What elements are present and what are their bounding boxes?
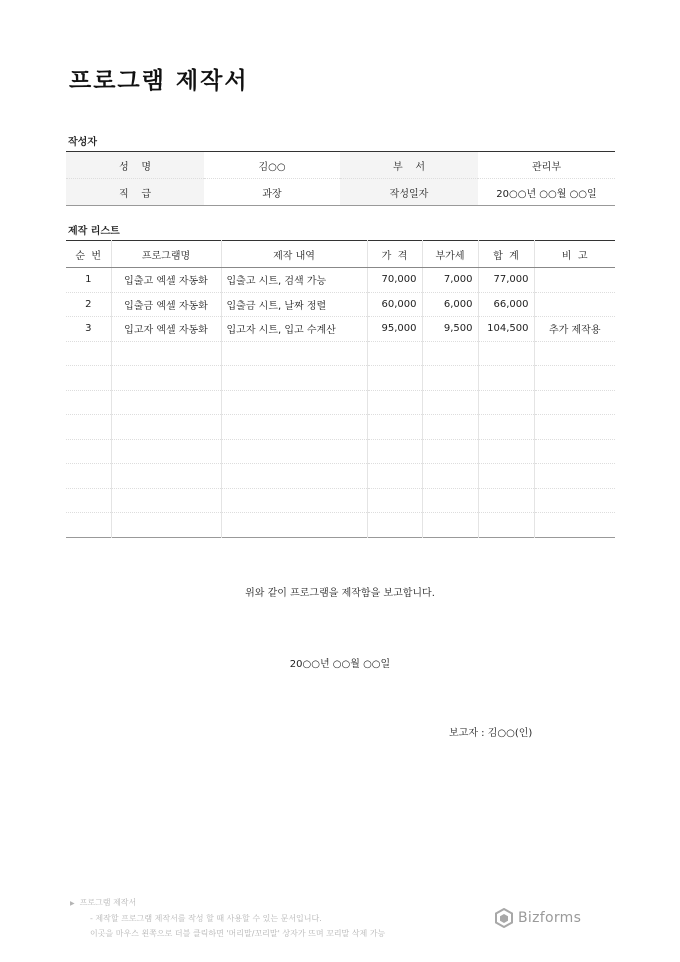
reporter-signature[interactable]: 보고자 : 김○○(인) (449, 728, 533, 739)
department-label: 부 서 (340, 152, 478, 179)
table-row (66, 464, 615, 489)
list-section-label: 제작 리스트 (68, 226, 120, 237)
triangle-bullet-icon: ▶ (70, 900, 75, 907)
cell-price[interactable] (367, 415, 422, 440)
header-note: 비 고 (534, 241, 615, 268)
cell-no[interactable] (66, 415, 111, 440)
table-row (66, 488, 615, 513)
table-body (66, 268, 615, 538)
report-statement: 위와 같이 프로그램을 제작함을 보고합니다. (245, 588, 435, 599)
cell-no[interactable]: 3 (66, 317, 111, 342)
cell-detail[interactable]: 입출금 시트, 날짜 정렬 (221, 292, 367, 317)
cell-note[interactable] (534, 415, 615, 440)
cell-detail[interactable]: 입출고 시트, 검색 가능 (221, 268, 367, 293)
author-row (66, 179, 615, 206)
footer-line-2: 이곳을 마우스 왼쪽으로 더블 클릭하면 '머리말/꼬리말' 상자가 뜨며 꼬리말 삭제 가능 (90, 929, 386, 938)
cell-detail[interactable] (221, 341, 367, 366)
cell-total[interactable] (478, 341, 534, 366)
cell-detail[interactable] (221, 488, 367, 513)
cell-program-name[interactable] (111, 366, 221, 391)
date-written-value[interactable]: 20○○년 ○○월 ○○일 (496, 188, 597, 200)
cell-note[interactable] (534, 341, 615, 366)
brand-name: Bizforms (518, 910, 582, 926)
cell-total[interactable] (478, 415, 534, 440)
cell-vat[interactable] (422, 341, 478, 366)
cell-note[interactable] (534, 464, 615, 489)
cell-program-name[interactable]: 입출고 엑셀 자동화 (111, 268, 221, 293)
table-row (66, 292, 615, 317)
cell-note[interactable] (534, 366, 615, 391)
cell-vat[interactable] (422, 415, 478, 440)
header-price: 가 격 (367, 241, 422, 268)
cell-price[interactable] (367, 488, 422, 513)
date-written-label: 작성일자 (340, 179, 478, 206)
cell-no[interactable] (66, 366, 111, 391)
cell-total[interactable] (478, 439, 534, 464)
author-row (66, 152, 615, 179)
cell-program-name[interactable] (111, 488, 221, 513)
cell-detail[interactable] (221, 439, 367, 464)
cell-price[interactable] (367, 439, 422, 464)
cell-total[interactable] (478, 390, 534, 415)
cell-detail[interactable]: 입고자 시트, 입고 수계산 (221, 317, 367, 342)
cell-detail[interactable] (221, 464, 367, 489)
cell-note[interactable] (534, 513, 615, 538)
cell-program-name[interactable] (111, 415, 221, 440)
cell-price[interactable] (367, 366, 422, 391)
cell-program-name[interactable] (111, 464, 221, 489)
cell-program-name[interactable] (111, 439, 221, 464)
cell-price[interactable] (367, 464, 422, 489)
cell-program-name[interactable] (111, 341, 221, 366)
document-title: 프로그램 제작서 (69, 68, 249, 94)
cell-total[interactable] (478, 488, 534, 513)
header-vat: 부가세 (422, 241, 478, 268)
cell-detail[interactable] (221, 415, 367, 440)
cell-price[interactable] (367, 341, 422, 366)
report-date[interactable]: 20○○년 ○○월 ○○일 (289, 659, 391, 670)
cell-vat[interactable] (422, 513, 478, 538)
cell-price[interactable] (367, 390, 422, 415)
cell-no[interactable] (66, 439, 111, 464)
cell-note[interactable] (534, 292, 615, 317)
cell-program-name[interactable] (111, 513, 221, 538)
cell-note[interactable] (534, 439, 615, 464)
position-label: 직 급 (66, 179, 204, 206)
footer-note[interactable] (70, 895, 385, 941)
department-value[interactable]: 관리부 (478, 152, 615, 179)
table-row (66, 415, 615, 440)
table-row (66, 390, 615, 415)
cell-program-name[interactable]: 입출금 엑셀 자동화 (111, 292, 221, 317)
cell-vat[interactable]: 7,000 (422, 268, 478, 293)
table-row (66, 513, 615, 538)
header-detail: 제작 내역 (221, 241, 367, 268)
cell-vat[interactable] (422, 390, 478, 415)
footer-title: 프로그램 제작서 (79, 898, 137, 907)
name-label: 성 명 (66, 152, 204, 179)
cell-no[interactable] (66, 341, 111, 366)
cell-detail[interactable] (221, 390, 367, 415)
header-program-name: 프로그램명 (111, 241, 221, 268)
brand-logo (494, 908, 581, 928)
cell-note[interactable] (534, 488, 615, 513)
table-header-row (66, 241, 615, 268)
cell-price[interactable]: 60,000 (367, 292, 422, 317)
cell-price[interactable]: 70,000 (367, 268, 422, 293)
cell-total[interactable]: 104,500 (478, 317, 534, 342)
name-value[interactable]: 김○○ (204, 152, 340, 179)
cell-vat[interactable]: 9,500 (422, 317, 478, 342)
author-info-table (66, 151, 615, 206)
cell-total[interactable]: 66,000 (478, 292, 534, 317)
cell-no[interactable] (66, 513, 111, 538)
header-total: 합 계 (478, 241, 534, 268)
production-list-table (66, 240, 615, 538)
table-row (66, 341, 615, 366)
table-row (66, 268, 615, 293)
cell-vat[interactable] (422, 439, 478, 464)
cell-no[interactable] (66, 488, 111, 513)
cell-program-name[interactable]: 입고자 엑셀 자동화 (111, 317, 221, 342)
cell-detail[interactable] (221, 513, 367, 538)
cell-vat[interactable] (422, 488, 478, 513)
cell-note[interactable]: 추가 제작용 (534, 317, 615, 342)
cell-vat[interactable] (422, 366, 478, 391)
footer-title-line (70, 895, 385, 911)
footer-line-1: - 제작할 프로그램 제작서를 작성 할 때 사용할 수 있는 문서입니다. (90, 914, 322, 923)
cell-total[interactable] (478, 464, 534, 489)
author-section-label: 작성자 (68, 137, 97, 148)
table-row (66, 439, 615, 464)
table-row (66, 317, 615, 342)
position-value[interactable]: 과장 (262, 188, 282, 200)
cell-note[interactable] (534, 390, 615, 415)
table-row (66, 366, 615, 391)
cell-total[interactable] (478, 366, 534, 391)
cell-price[interactable] (367, 513, 422, 538)
bizforms-logo-icon (494, 908, 514, 928)
cell-total[interactable]: 77,000 (478, 268, 534, 293)
header-no: 순 번 (66, 241, 111, 268)
cell-price[interactable]: 95,000 (367, 317, 422, 342)
cell-no[interactable] (66, 390, 111, 415)
cell-no[interactable] (66, 464, 111, 489)
cell-program-name[interactable] (111, 390, 221, 415)
cell-vat[interactable] (422, 464, 478, 489)
cell-total[interactable] (478, 513, 534, 538)
cell-vat[interactable]: 6,000 (422, 292, 478, 317)
cell-no[interactable]: 2 (66, 292, 111, 317)
cell-note[interactable] (534, 268, 615, 293)
cell-no[interactable]: 1 (66, 268, 111, 293)
cell-detail[interactable] (221, 366, 367, 391)
